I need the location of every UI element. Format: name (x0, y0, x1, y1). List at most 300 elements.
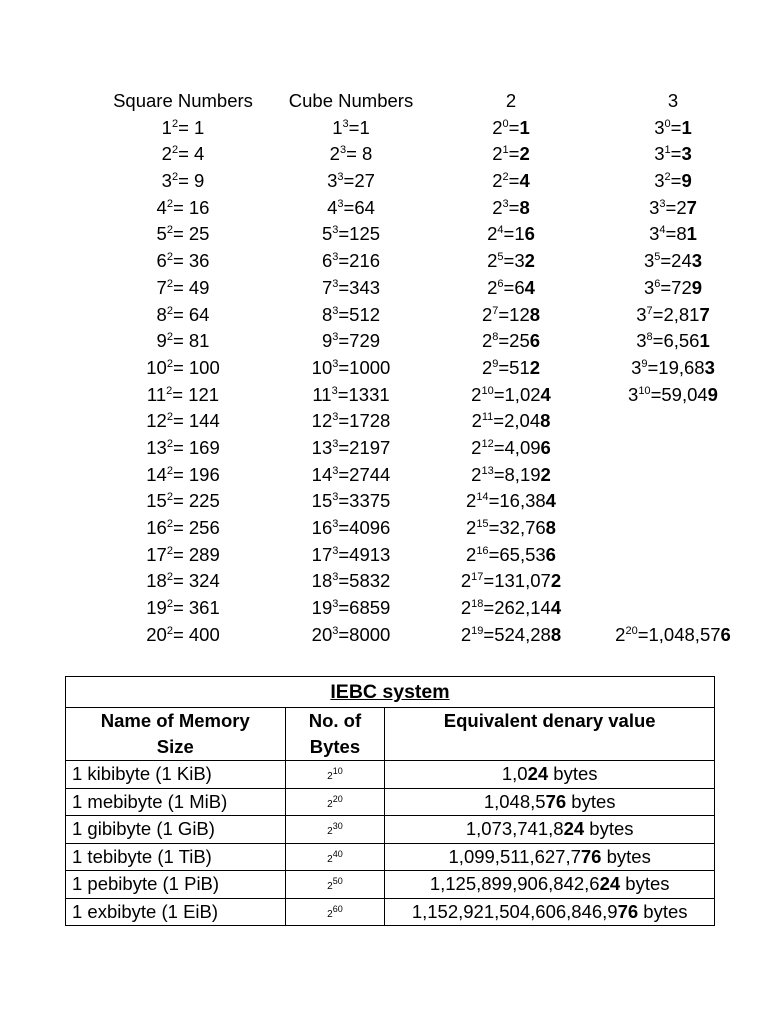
powers-row (95, 382, 755, 409)
cube-base: 4 (327, 196, 338, 218)
denary-value-unit: bytes (620, 873, 670, 895)
power-of-three-cell (591, 168, 755, 195)
square-val: = 225 (172, 490, 220, 512)
power-of-two-bold: 8 (550, 623, 562, 645)
square-exp: 2 (166, 518, 173, 530)
power-of-three-base: 3 (654, 170, 665, 192)
power-of-two-val: =6 (503, 276, 525, 298)
cube-base: 16 (311, 517, 333, 538)
power-of-two-exp: 9 (492, 357, 499, 370)
square-base: 19 (146, 597, 167, 619)
power-of-two-cell (431, 221, 591, 248)
square-cell (95, 141, 271, 168)
power-of-two-val: =1 (503, 223, 525, 245)
power-of-two-exp: 0 (502, 117, 509, 130)
power-of-three-val: =72 (660, 276, 692, 298)
power-of-three-base: 3 (636, 330, 647, 352)
power-of-three-base: 3 (631, 356, 642, 378)
power-of-three-val: =6,56 (652, 330, 700, 352)
power-of-three-exp: 2 (664, 171, 671, 184)
cube-base: 7 (321, 276, 333, 298)
square-exp: 2 (166, 251, 173, 264)
square-val: = 361 (172, 597, 220, 619)
square-base: 11 (146, 383, 167, 405)
powers-row (95, 435, 755, 462)
power-of-two-val: = (508, 143, 520, 165)
iebc-title: IEBC system (66, 677, 715, 708)
power-of-three-bold: 3 (681, 143, 692, 165)
power-of-two-exp: 4 (497, 224, 504, 237)
cube-base: 1 (332, 116, 343, 138)
byte-power-exponent: 30 (332, 821, 343, 831)
iebc-row (66, 761, 715, 789)
power-of-three-cell (591, 275, 755, 302)
power-of-three-base: 3 (654, 143, 665, 165)
square-cell (95, 302, 271, 329)
square-val: = 64 (172, 303, 210, 325)
square-exp: 2 (166, 624, 173, 637)
power-of-two-base: 2 (471, 383, 482, 405)
byte-power (285, 898, 385, 926)
power-of-three-cell (591, 622, 755, 649)
square-exp: 2 (166, 544, 173, 557)
power-of-two-exp: 16 (476, 544, 489, 557)
denary-value-plain: 1,048,5 (483, 790, 546, 812)
power-of-three-bold: 9 (691, 276, 703, 298)
square-cell (95, 435, 271, 462)
iebc-table (65, 676, 715, 926)
power-of-two-base: 2 (481, 303, 493, 325)
header-memory-name-line2: Size (156, 736, 194, 757)
square-cell (95, 328, 271, 355)
byte-power (285, 761, 385, 789)
square-base: 17 (146, 543, 167, 565)
power-of-three-bold: 3 (704, 356, 715, 378)
byte-power (285, 871, 385, 899)
denary-value (385, 761, 715, 789)
power-of-two-base: 2 (492, 170, 503, 192)
cube-val: =1000 (338, 356, 391, 378)
power-of-two-cell (431, 435, 591, 462)
power-of-two-cell (431, 542, 591, 569)
powers-row (95, 568, 755, 595)
power-of-two-exp: 2 (502, 171, 509, 184)
cube-exp: 3 (332, 571, 339, 584)
square-base: 6 (156, 250, 167, 272)
power-of-two-base: 2 (492, 196, 503, 218)
power-of-two-exp: 3 (502, 197, 509, 210)
cube-val: =2744 (338, 463, 391, 485)
byte-power (285, 843, 385, 871)
byte-power-base: 2 (327, 853, 333, 865)
power-of-two-cell (431, 195, 591, 222)
power-of-two-cell (431, 115, 591, 142)
power-of-three-val: =2 (665, 196, 687, 218)
memory-name: 1 exbibyte (1 EiB) (66, 898, 286, 926)
square-exp: 2 (166, 224, 173, 237)
power-of-two-bold: 8 (545, 517, 556, 538)
cube-exp: 3 (332, 518, 339, 530)
cube-cell (271, 488, 431, 515)
power-of-three-cell (591, 328, 755, 355)
powers-table (95, 88, 755, 648)
power-of-three-exp: 8 (646, 331, 653, 344)
cube-base: 12 (311, 410, 333, 432)
power-of-three-base: 3 (643, 276, 655, 298)
powers-row (95, 141, 755, 168)
denary-value-bold: 24 (563, 818, 585, 840)
cube-base: 6 (321, 250, 333, 272)
square-base: 10 (146, 356, 167, 378)
power-of-two-val: =3 (503, 250, 525, 272)
square-base: 18 (146, 570, 167, 592)
power-of-two-val: =262,14 (483, 597, 551, 619)
square-cell (95, 408, 271, 435)
square-base: 2 (161, 143, 172, 165)
power-of-three-val: =59,04 (650, 383, 708, 405)
denary-value-bold: 76 (617, 900, 639, 922)
cube-base: 9 (321, 330, 333, 352)
powers-row (95, 248, 755, 275)
power-of-two-cell (431, 515, 591, 542)
square-cell (95, 195, 271, 222)
square-exp: 2 (166, 411, 173, 424)
cube-cell (271, 168, 431, 195)
cube-base: 19 (311, 597, 333, 619)
cube-val: =4096 (338, 517, 391, 538)
square-cell (95, 168, 271, 195)
cube-val: = 8 (346, 143, 373, 165)
power-of-three-bold: 9 (707, 383, 718, 405)
power-of-three-base: 2 (615, 623, 626, 645)
iebc-row (66, 843, 715, 871)
power-of-two-base: 2 (492, 116, 503, 138)
header-num-bytes-line2: Bytes (309, 736, 361, 757)
cube-cell (271, 408, 431, 435)
byte-power-exponent: 60 (332, 903, 343, 914)
powers-row (95, 275, 755, 302)
power-of-two-base: 2 (481, 356, 493, 378)
square-cell (95, 355, 271, 382)
square-base: 1 (161, 116, 172, 138)
power-of-two-exp: 18 (471, 598, 484, 611)
power-of-two-val: = (508, 116, 520, 138)
power-of-three-cell (591, 355, 755, 382)
cube-cell (271, 248, 431, 275)
cube-exp: 3 (339, 144, 347, 157)
square-val: = 36 (172, 250, 210, 272)
cube-base: 15 (311, 490, 333, 512)
cube-cell (271, 382, 431, 409)
power-of-two-val: =16,38 (488, 490, 546, 512)
header-num-bytes (285, 708, 385, 761)
square-cell (95, 515, 271, 542)
power-of-two-bold: 4 (550, 597, 562, 619)
cube-exp: 3 (332, 304, 339, 317)
power-of-two-cell (431, 141, 591, 168)
power-of-two-cell (431, 302, 591, 329)
denary-value-unit: bytes (548, 763, 598, 785)
memory-name: 1 mebibyte (1 MiB) (66, 788, 286, 816)
cube-cell (271, 275, 431, 302)
power-of-three-exp: 6 (654, 277, 661, 290)
square-cell (95, 221, 271, 248)
power-of-three-exp: 0 (664, 117, 671, 130)
square-exp: 2 (166, 491, 173, 504)
square-val: = 256 (172, 517, 220, 538)
power-of-two-exp: 5 (497, 251, 504, 264)
memory-name: 1 gibibyte (1 GiB) (66, 816, 286, 844)
cube-val: =729 (338, 330, 381, 352)
square-cell (95, 248, 271, 275)
cube-cell (271, 595, 431, 622)
powers-row (95, 462, 755, 489)
byte-power (285, 788, 385, 816)
square-cell (95, 115, 271, 142)
cube-cell (271, 328, 431, 355)
cube-base: 2 (329, 143, 340, 165)
power-of-three-val: = (670, 116, 682, 138)
power-of-two-exp: 6 (497, 277, 504, 290)
power-of-three-cell (591, 462, 755, 489)
power-of-two-base: 2 (471, 463, 482, 485)
powers-header-row (95, 88, 755, 115)
power-of-two-val: =1,02 (493, 383, 541, 405)
square-cell (95, 488, 271, 515)
iebc-row (66, 871, 715, 899)
power-of-two-cell (431, 488, 591, 515)
square-exp: 2 (166, 464, 173, 477)
cube-val: =343 (338, 276, 381, 298)
square-base: 13 (146, 436, 167, 458)
power-of-two-exp: 14 (476, 491, 489, 504)
power-of-two-cell (431, 168, 591, 195)
header-square-numbers: Square Numbers (113, 90, 253, 111)
byte-power-exponent: 50 (332, 876, 343, 886)
denary-value-unit: bytes (566, 790, 616, 812)
cube-val: =8000 (338, 623, 391, 645)
powers-row (95, 355, 755, 382)
power-of-three-exp: 20 (625, 624, 638, 637)
power-of-two-cell (431, 328, 591, 355)
denary-value-bold: 24 (599, 873, 621, 895)
square-exp: 2 (171, 117, 179, 130)
power-of-three-cell (591, 115, 755, 142)
denary-value-unit: bytes (584, 818, 634, 840)
power-of-two-bold: 4 (524, 276, 535, 298)
cube-val: =6859 (338, 597, 391, 619)
square-val: = 324 (172, 570, 220, 592)
cube-exp: 3 (332, 357, 339, 370)
cube-exp: 3 (332, 437, 339, 450)
cube-exp: 3 (337, 171, 344, 184)
power-of-two-cell (431, 622, 591, 649)
square-exp: 2 (166, 437, 173, 450)
power-of-two-bold: 8 (540, 410, 551, 432)
cube-cell (271, 141, 431, 168)
power-of-two-val: =51 (498, 356, 530, 378)
power-of-three-exp: 1 (664, 144, 671, 157)
square-cell (95, 275, 271, 302)
power-of-three-exp: 7 (646, 304, 653, 317)
power-of-two-val: =65,53 (488, 543, 546, 565)
square-base: 16 (146, 517, 167, 538)
power-of-three-cell (591, 568, 755, 595)
power-of-two-val: =25 (498, 330, 530, 352)
square-base: 15 (146, 490, 167, 512)
power-of-three-bold: 1 (699, 330, 710, 352)
power-of-two-bold: 6 (524, 223, 535, 245)
denary-value-unit: bytes (601, 845, 651, 867)
iebc-row (66, 788, 715, 816)
iebc-table-body (66, 761, 715, 926)
power-of-three-exp: 5 (654, 251, 661, 264)
square-base: 4 (156, 196, 167, 218)
cube-exp: 3 (332, 331, 339, 344)
power-of-two-base: 2 (471, 410, 482, 432)
square-base: 9 (156, 330, 167, 352)
powers-row (95, 302, 755, 329)
cube-base: 20 (311, 623, 333, 645)
memory-name: 1 tebibyte (1 TiB) (66, 843, 286, 871)
cube-val: =216 (338, 250, 381, 272)
denary-value (385, 816, 715, 844)
cube-val: =1331 (337, 383, 390, 405)
powers-row (95, 408, 755, 435)
power-of-two-cell (431, 568, 591, 595)
power-of-three-val: =24 (660, 250, 692, 272)
cube-base: 18 (311, 570, 333, 592)
square-val: = 144 (172, 410, 220, 432)
cube-val: =1 (348, 116, 370, 138)
power-of-two-val: = (508, 196, 520, 218)
cube-cell (271, 435, 431, 462)
iebc-row (66, 898, 715, 926)
power-of-two-bold: 2 (540, 463, 551, 485)
square-base: 20 (146, 623, 167, 645)
square-exp: 2 (166, 571, 173, 584)
cube-base: 17 (311, 543, 333, 565)
power-of-three-base: 3 (636, 303, 647, 325)
square-exp: 2 (171, 171, 179, 184)
square-val: = 49 (172, 276, 210, 298)
square-val: = 169 (172, 436, 220, 458)
powers-row (95, 622, 755, 649)
cube-cell (271, 568, 431, 595)
power-of-three-cell (591, 248, 755, 275)
power-of-three-base: 3 (649, 196, 660, 218)
power-of-two-exp: 10 (481, 384, 494, 397)
power-of-two-val: = (508, 170, 520, 192)
byte-power-base: 2 (327, 826, 333, 837)
power-of-two-base: 2 (466, 543, 477, 565)
power-of-two-exp: 8 (492, 331, 499, 344)
power-of-three-cell (591, 302, 755, 329)
byte-power-exponent: 10 (332, 766, 343, 776)
power-of-two-exp: 17 (471, 571, 484, 584)
header-num-bytes-line1: No. of (308, 710, 362, 731)
square-base: 7 (156, 276, 167, 298)
cube-base: 13 (311, 436, 333, 458)
byte-power (285, 816, 385, 844)
cube-base: 5 (321, 223, 333, 245)
power-of-two-base: 2 (487, 223, 498, 245)
cube-val: =3375 (338, 490, 391, 512)
denary-value-unit: bytes (638, 900, 688, 922)
denary-value-plain: 1,073,741,8 (465, 818, 564, 840)
cube-cell (271, 622, 431, 649)
power-of-three-bold: 1 (681, 116, 692, 138)
cube-cell (271, 515, 431, 542)
power-of-two-exp: 19 (471, 624, 484, 637)
denary-value-plain: 1,099,511,627,7 (448, 845, 581, 867)
power-of-two-val: =131,07 (483, 570, 551, 592)
square-exp: 2 (166, 357, 173, 370)
power-of-two-val: =2,04 (493, 410, 541, 432)
cube-exp: 3 (332, 624, 339, 637)
power-of-three-bold: 7 (699, 303, 710, 325)
iebc-header-row (66, 708, 715, 761)
power-of-three-exp: 3 (659, 197, 666, 210)
cube-base: 14 (311, 463, 333, 485)
power-of-three-cell (591, 221, 755, 248)
square-val: = 100 (172, 356, 220, 378)
denary-value-bold: 76 (545, 790, 567, 812)
power-of-three-base: 3 (628, 383, 639, 405)
denary-value-plain: 1,152,921,504,606,846,9 (411, 900, 618, 922)
powers-row (95, 328, 755, 355)
square-val: = 196 (172, 463, 220, 485)
power-of-two-bold: 2 (524, 250, 535, 272)
cube-exp: 3 (342, 117, 349, 130)
iebc-title-row (66, 677, 715, 708)
power-of-three-val: = (670, 170, 682, 192)
power-of-three-bold: 6 (720, 623, 731, 645)
power-of-three-exp: 4 (659, 224, 666, 237)
byte-power-base: 2 (327, 798, 333, 810)
square-cell (95, 595, 271, 622)
memory-name: 1 kibibyte (1 KiB) (66, 761, 286, 789)
power-of-three-bold: 1 (686, 223, 697, 245)
power-of-two-cell (431, 248, 591, 275)
square-val: = 4 (178, 143, 205, 165)
iebc-table-wrapper (65, 676, 715, 926)
power-of-three-val: =8 (665, 223, 687, 245)
power-of-two-cell (431, 355, 591, 382)
power-of-two-bold: 2 (519, 143, 530, 165)
header-denary-value: Equivalent denary value (385, 708, 715, 761)
cube-exp: 3 (332, 251, 339, 264)
power-of-two-bold: 6 (540, 436, 551, 458)
power-of-two-exp: 13 (481, 464, 494, 477)
power-of-three-base: 3 (643, 250, 655, 272)
power-of-three-cell (591, 542, 755, 569)
power-of-two-bold: 2 (529, 356, 541, 378)
power-of-two-bold: 4 (519, 170, 530, 192)
power-of-two-base: 2 (460, 597, 472, 619)
powers-row (95, 515, 755, 542)
power-of-two-base: 2 (460, 570, 472, 592)
cube-exp: 3 (337, 197, 344, 210)
cube-cell (271, 355, 431, 382)
cube-val: =27 (343, 170, 375, 192)
denary-value-bold: 76 (580, 845, 602, 867)
square-base: 12 (146, 410, 167, 432)
square-exp: 2 (166, 197, 173, 210)
square-val: = 81 (172, 330, 210, 352)
power-of-three-cell (591, 515, 755, 542)
power-of-two-val: =12 (498, 303, 530, 325)
